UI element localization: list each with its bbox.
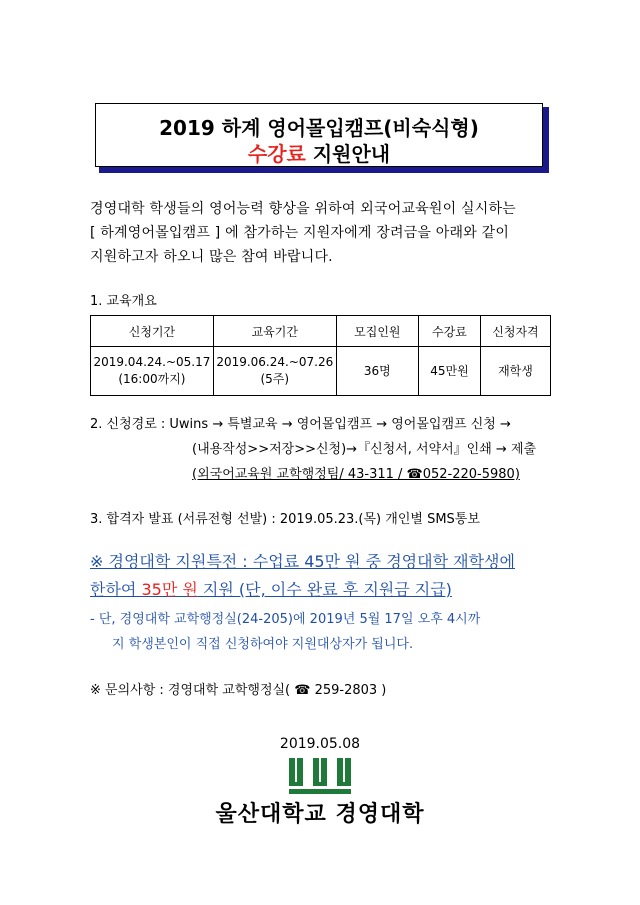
issue-date: 2019.05.08: [279, 736, 361, 752]
subtitle-highlight: 수강료: [247, 142, 306, 166]
special-line-2b: 지원 (단, 이수 완료 후 지원금 지급): [197, 580, 452, 599]
notice-line-1: - 단, 경영대학 교학행정실(24-205)에 2019년 5월 17일 오후 4시까: [90, 612, 481, 627]
table-header-row: [91, 316, 551, 347]
ulsan-university-logo-icon: [289, 758, 351, 794]
table-cell-edu-period: [213, 347, 336, 396]
table-header: 신청자격: [480, 316, 550, 347]
apply-period-time: (16:00까지): [118, 372, 186, 386]
section1-heading: 1. 교육개요: [90, 294, 157, 309]
table-header: 모집인원: [336, 316, 418, 347]
table-cell-qualification: 재학생: [480, 347, 550, 396]
edu-period-date: 2019.06.24.~07.26: [216, 355, 334, 369]
intro-line-3: 지원하고자 하오니 많은 참여 바랍니다.: [90, 249, 333, 265]
section2-line-3: (외국어교육원 교학행정팀/ 43-311 / ☎052-220-5980): [192, 467, 520, 482]
university-name: 울산대학교 경영대학: [215, 802, 425, 827]
table-header: 신청기간: [91, 316, 214, 347]
intro-line-1: 경영대학 학생들의 영어능력 향상을 위하여 외국어교육원이 실시하는: [90, 201, 516, 217]
table-cell-apply-period: [91, 347, 214, 396]
table-header: 교육기간: [213, 316, 336, 347]
notice-line-2: 지 학생본인이 직접 신청하여야 지원대상자가 됩니다.: [112, 637, 414, 652]
contact-text: ※ 문의사항 : 경영대학 교학행정실( ☎ 259-2803 ): [90, 683, 387, 698]
special-line-2a: 한하여: [90, 580, 142, 599]
page-title: 2019 하계 영어몰입캠프(비숙식형): [159, 116, 479, 140]
section2-line-1: 2. 신청경로 : Uwins → 특별교육 → 영어몰입캠프 → 영어몰입캠프 신청 →: [90, 417, 511, 432]
apply-period-date: 2019.04.24.~05.17: [93, 355, 211, 369]
special-amount: 35만 원: [141, 580, 198, 599]
intro-line-2: [ 하계영어몰입캠프 ] 에 참가하는 지원자에게 장려금을 아래와 같이: [90, 225, 510, 241]
edu-period-weeks: (5주): [260, 372, 290, 386]
table-header: 수강료: [418, 316, 480, 347]
title-box: [95, 103, 543, 167]
education-table: [90, 315, 551, 396]
table-row: [91, 347, 551, 396]
table-cell-count: 36명: [336, 347, 418, 396]
section2-line-2: (내용작성>>저장>>신청)→『신청서, 서약서』인쇄 → 제출: [192, 442, 537, 457]
page-subtitle: [96, 138, 542, 167]
special-line-1: ※ 경영대학 지원특전 : 수업료 45만 원 중 경영대학 재학생에: [90, 552, 515, 571]
table-cell-fee: 45만원: [418, 347, 480, 396]
special-line-2: [90, 577, 452, 600]
subtitle-rest: 지원안내: [305, 142, 391, 166]
section3-text: 3. 합격자 발표 (서류전형 선발) : 2019.05.23.(목) 개인별 SMS통보: [90, 512, 480, 527]
